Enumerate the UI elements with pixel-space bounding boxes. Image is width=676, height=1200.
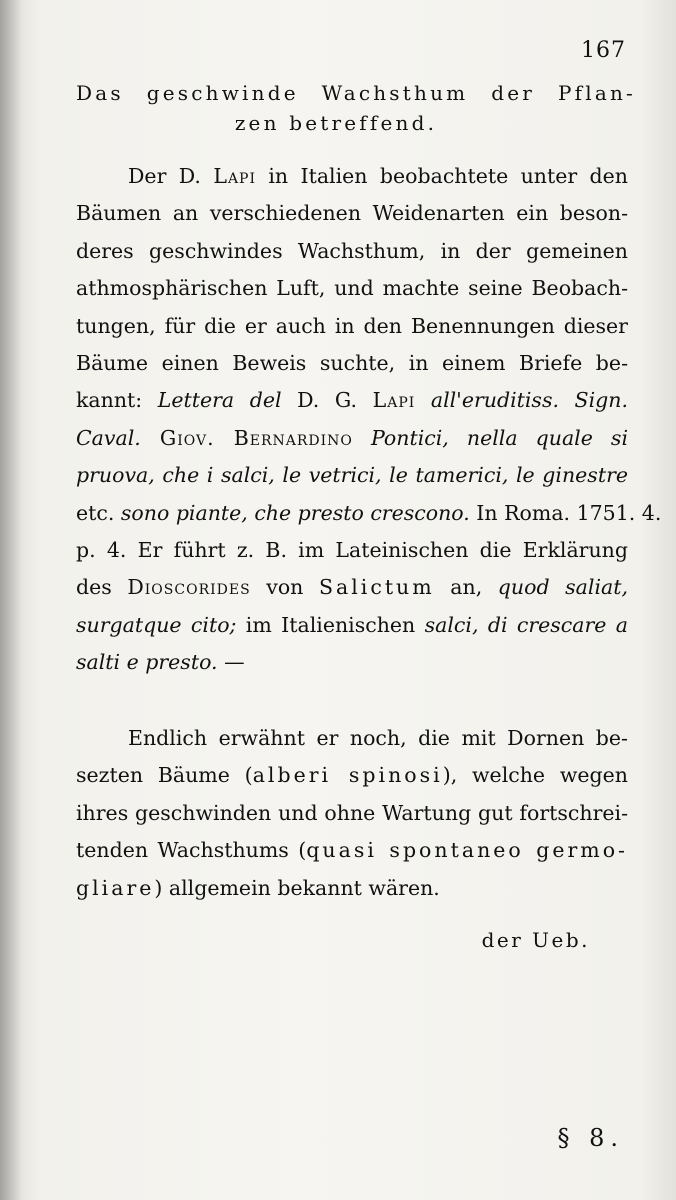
p2-line-5: gliare) allgemein bekannt wären.	[76, 875, 440, 900]
p1-line-7: kannt: Lettera del D. G. Lapi all'eruditiss. Sign.	[76, 388, 628, 413]
section-heading	[76, 78, 636, 138]
p1-line-2: Bäumen an verschiedenen Weidenarten ein beson-	[76, 201, 628, 226]
p1-line-3: deres geschwindes Wachsthum, in der gemeinen	[76, 238, 628, 263]
p1-line-13: surgatque cito; im Italienischen salci, di crescare a	[76, 612, 629, 637]
p2-line-4: tenden Wachsthums (quasi spontaneo germo-	[76, 838, 628, 863]
page-number: 167	[581, 38, 626, 63]
p1-line-1: Der D. Lapi in Italien beobachtete unter den	[128, 164, 629, 188]
p1-line-10: etc. sono piante, che presto crescono. In Roma. 1751. 4.	[76, 500, 662, 525]
p1-line-6: Bäume einen Beweis suchte, in einem Briefe be-	[76, 351, 628, 376]
paragraph-1	[76, 158, 662, 682]
p1-line-5: tungen, für die er auch in den Benennungen dieser	[76, 313, 628, 338]
p1-line-8: Caval. Giov. Bernardino Pontici, nella quale si	[76, 425, 628, 450]
paragraph-2	[76, 720, 628, 907]
p1-line-14: salti e presto. —	[76, 650, 245, 675]
binding-shadow	[0, 0, 22, 1200]
signature: der Ueb.	[481, 928, 590, 952]
p1-line-12: des Dioscorides von Salictum an, quod saliat,	[76, 575, 628, 600]
p2-line-1: Endlich erwähnt er noch, die mit Dornen be-	[128, 726, 628, 750]
p2-line-2: sezten Bäume (alberi spinosi), welche wegen	[76, 763, 628, 788]
heading-line-2: zen betreffend.	[234, 111, 438, 135]
p1-line-11: p. 4. Er führt z. B. im Lateinischen die Erklärung	[76, 538, 628, 563]
p2-line-3: ihres geschwinden und ohne Wartung gut fortschrei-	[76, 800, 628, 825]
author-name: Lapi	[213, 164, 257, 188]
section-mark: § 8.	[557, 1124, 624, 1152]
p1-line-4: athmosphärischen Luft, und machte seine Beobach-	[76, 276, 628, 301]
p1-line-9: pruova, che i salci, le vetrici, le tamerici, le ginestre	[76, 463, 628, 488]
heading-line-1: Das geschwinde Wachsthum der Pflan-	[76, 81, 636, 105]
